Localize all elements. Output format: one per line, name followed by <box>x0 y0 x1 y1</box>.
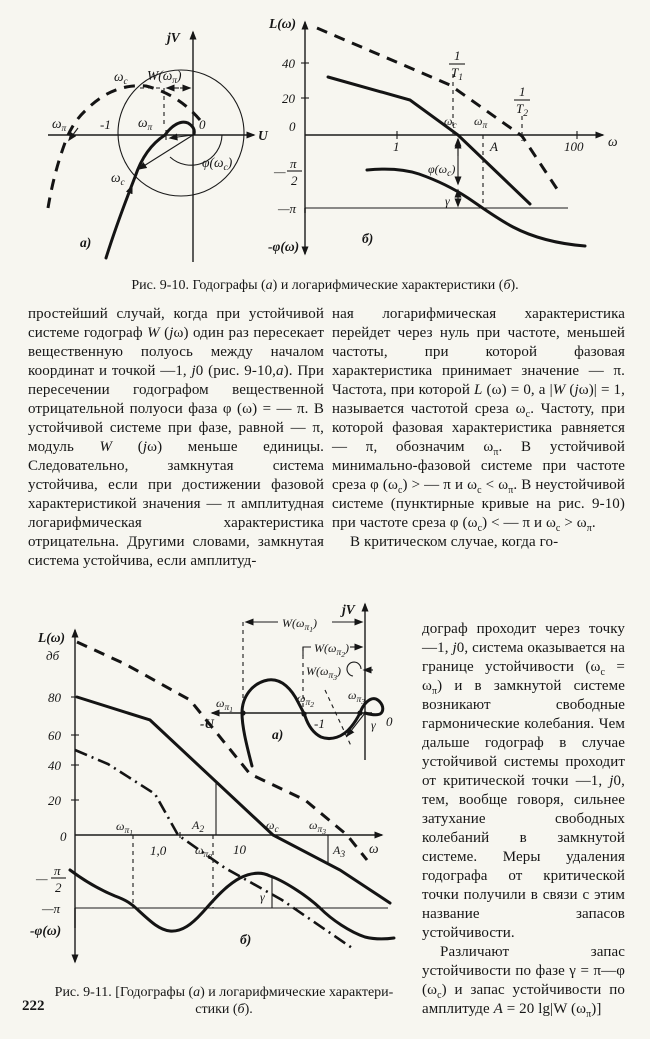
inset-omega-pi1-label: $\omega_\pi 1$ <box>216 696 233 714</box>
tick-0-label: 0 <box>289 119 296 134</box>
omega-pi2-label: $\omega_\pi 2$ <box>195 843 212 861</box>
right-column-narrow <box>422 620 625 1019</box>
inset-minus-u-label: -U <box>200 716 214 731</box>
omega-pi-far-label: $\omega_\pi$ <box>52 116 67 134</box>
w-omega-pi1-label: $W(\omega_\pi 1)$ <box>282 616 317 634</box>
omega-c-bottom-label: $\omega_c$ <box>111 170 125 188</box>
tick-40-label: 40 <box>282 56 295 71</box>
inset-gamma-ray <box>347 713 365 736</box>
right-column-paragraph-2-start: В критическом случае, когда го- <box>350 534 559 550</box>
right-column-top <box>332 305 625 552</box>
minus-one-label: -1 <box>100 117 111 132</box>
x-tick-a-label: А <box>490 139 498 154</box>
tick-20-label: 20 <box>282 91 295 106</box>
inset-minus1-label: -1 <box>314 716 325 731</box>
tick-20-label: 20 <box>48 793 61 808</box>
minus-pi2-num: π <box>54 863 61 878</box>
a2-label: $А_2$ <box>192 818 205 835</box>
db-label: дб <box>46 648 60 663</box>
part-b-label: б) <box>240 932 252 947</box>
one-over-t2-den: $T_2$ <box>516 101 528 119</box>
a3-label: $А_3$ <box>333 843 346 860</box>
left-column <box>28 305 324 571</box>
phi-omega-c-label: $\varphi(\omega_c)$ <box>428 162 456 179</box>
tick-0-label: 0 <box>60 829 67 844</box>
u-axis-label: U <box>258 128 268 143</box>
omega-pi-near-label: $\omega_\pi$ <box>138 115 153 133</box>
gamma-label: γ <box>260 890 265 904</box>
inset-gamma-label: γ <box>371 718 376 732</box>
inset-crossing-dot-2 <box>301 711 306 716</box>
omega-c-label: $\omega_c$ <box>444 114 457 131</box>
figure-9-10b-log-characteristics <box>268 8 640 274</box>
x-10-label: 10 <box>233 842 246 857</box>
figure-9-11-caption-line2: стики (б). <box>195 1002 253 1017</box>
w-omega-pi3-label: $W(\omega_\pi 3)$ <box>306 664 341 682</box>
origin-label: 0 <box>199 117 206 132</box>
stable-magnitude-curve <box>328 77 530 204</box>
minus-pi2-num: π <box>290 156 297 171</box>
inset-zero-label: 0 <box>386 714 393 729</box>
figure-9-11-caption <box>28 984 420 1018</box>
part-a-label: а) <box>80 235 92 250</box>
right-narrow-paragraph-1: дограф проходит через точку —1, j0, система оказывается на границе устойчивости $(\omega_c = \omega_\pi)$ и в замкнутой системе возникают свободные гармонические колебания. Чем дальше годограф в случае устойчивой системы проходит от критической точки —1, j0, тем, вообще говоря, сильнее затухание свободных колебаний в замкнутой системе. Меры удаления годографа от критической точки получили в связи с этим название запасов устойчивости. <box>422 621 625 941</box>
right-column-paragraph-1: ная логарифмическая характеристика перейдет через нуль при частоте, меньшей частоты, при которой фазовая характеристика принимает значение — π. Частота, при которой L (ω) = 0, а |W (jω)| = 1, называется частотой среза $\omega_c$. Частоту, при которой фазовая характеристика равняется — π, обозначим $\omega_\pi$. В устойчивой минимально-фазовой системе при частоте среза φ $(\omega_c)$ > — π и $\omega_c < \omega_\pi$. В неустойчивой системе (пунктирные кривые на рис. 9-10) при частоте среза φ $(\omega_c)$ < — π и $\omega_c > \omega_\pi$. <box>332 306 626 534</box>
minus-pi2-minus: — <box>274 164 286 179</box>
unstable-godograph-curve <box>48 86 200 208</box>
w-omega-pi-label: $W(\omega_\pi)$ <box>147 68 182 86</box>
phi-axis-label: -φ(ω) <box>268 239 300 254</box>
left-column-paragraph: простейший случай, когда при устойчивой системе годограф W (jω) один раз пересекает вещественную полуось между началом координат и точкой —1, j0 (рис. 9-10,а). При пересечении годографом вещественной отрицательной полуоси фаза φ (ω) = — π. В устойчивой системе при фазе, равной — π, модуль W (jω) меньше единицы. Следовательно, замкнутая система устойчива, если при достижении фазовой характеристикой значения — π амплитудная логарифмическая характеристика отрицательна. Другими словами, замкнутая система устойчива, если амплитуд- <box>28 306 324 569</box>
w3-hook <box>347 662 361 676</box>
w-omega-pi2-label: $W(\omega_\pi 2)$ <box>314 641 349 659</box>
phase-curve <box>70 870 394 939</box>
tick-60-label: 60 <box>48 728 61 743</box>
right-narrow-paragraph-2: Различают запас устойчивости по фазе γ = π—φ $(\omega_c)$ и запас устойчивости по амплитуде A = 20 lg|W $(\omega_\pi)$] <box>422 944 625 1020</box>
page-number: 222 <box>22 998 45 1014</box>
inset-crossing-dot-3 <box>357 710 362 715</box>
jv-axis-label: jV <box>167 30 180 45</box>
minus-pi2-minus: — <box>36 871 48 886</box>
inset-part-a-label: а) <box>272 727 284 742</box>
l-axis-label: L(ω) <box>269 16 296 31</box>
inset-omega-pi2-label: $\omega_\pi 2$ <box>297 691 314 709</box>
minus-pi-label: —π <box>42 901 61 916</box>
omega-axis-label: ω <box>369 841 379 856</box>
inset-jv-label: jV <box>342 602 355 617</box>
minus-pi2-den: 2 <box>291 173 298 188</box>
x-tick-1-label: 1 <box>393 139 400 154</box>
tick-80-label: 80 <box>48 690 61 705</box>
one-over-t1-den: $T_1$ <box>451 65 463 83</box>
x-1-label: 1,0 <box>150 843 167 858</box>
figure-9-10a-godograph <box>18 10 270 272</box>
l-axis-label: L(ω) <box>38 630 65 645</box>
omega-c-label: $\omega_c$ <box>266 818 279 835</box>
inset-omega-pi3-label: $\omega_\pi 3$ <box>348 688 365 706</box>
omega-axis-label: ω <box>608 134 618 149</box>
part-b-label: б) <box>362 231 374 246</box>
inset-godograph-curve <box>242 680 383 766</box>
omega-pi3-label: $\omega_\pi 3$ <box>309 818 326 836</box>
omega-pi-label: $\omega_\pi$ <box>474 114 488 131</box>
minus-pi-label: —π <box>278 201 297 216</box>
one-over-t2-num: 1 <box>519 84 526 99</box>
figure-9-11-caption-line1: Рис. 9-11. [Годографы (а) и логарифмические характери- <box>54 985 394 1000</box>
minus-pi2-den: 2 <box>55 880 62 895</box>
omega-c-top-label: $\omega_c$ <box>114 69 128 87</box>
w2-bracket <box>303 647 311 656</box>
unit-circle <box>118 70 244 196</box>
tick-40-label: 40 <box>48 758 61 773</box>
gamma-label: γ <box>445 194 450 208</box>
phi-axis-label: -φ(ω) <box>30 923 62 938</box>
phi-omega-c-label: $\varphi(\omega_c)$ <box>202 155 233 173</box>
omega-pi1-label: $\omega_\pi 1$ <box>116 819 133 837</box>
figure-9-11-combined <box>20 598 422 986</box>
one-over-t1-num: 1 <box>454 48 461 63</box>
figure-9-10-caption: Рис. 9-10. Годографы (а) и логарифмические характеристики (б). <box>131 278 519 293</box>
x-tick-100-label: 100 <box>564 139 584 154</box>
